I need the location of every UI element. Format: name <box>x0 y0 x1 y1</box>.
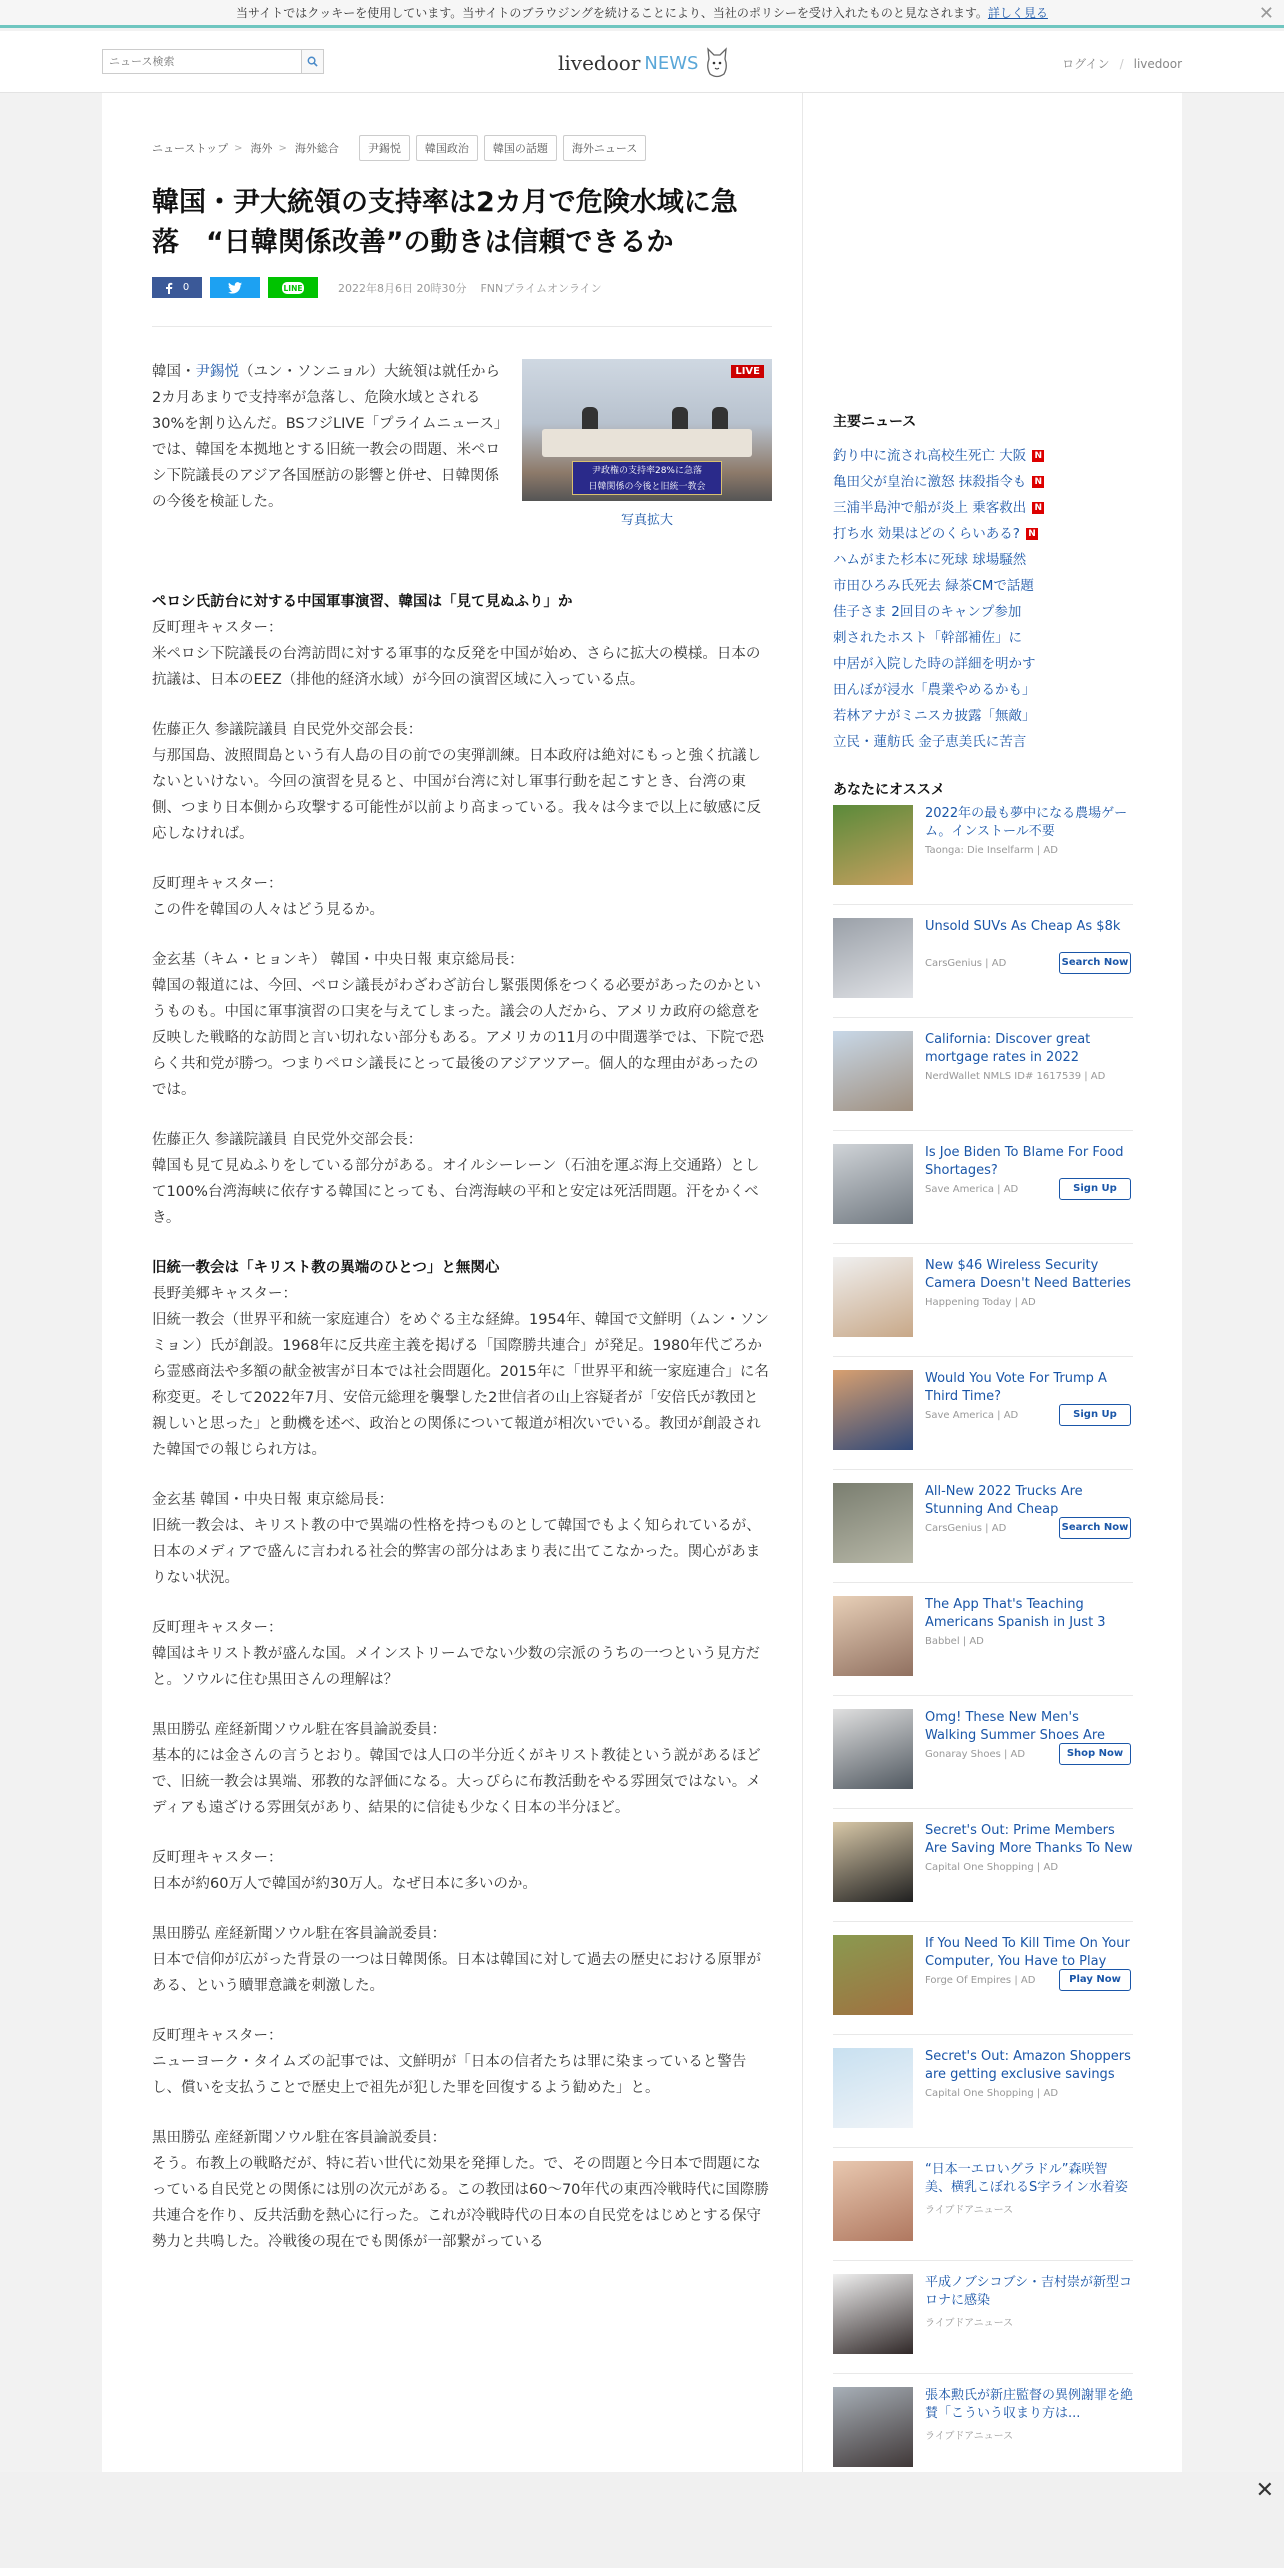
recommend-thumbnail[interactable] <box>833 1370 913 1450</box>
recommend-thumbnail[interactable] <box>833 2048 913 2128</box>
cookie-banner <box>0 0 1284 28</box>
topic-tag[interactable]: 尹錫悦 <box>359 135 410 161</box>
site-header <box>0 31 1284 93</box>
news-item[interactable] <box>833 521 1163 547</box>
recommend-source: Happening Today | AD <box>925 1297 1036 1308</box>
news-item[interactable] <box>833 651 1163 677</box>
cookie-close-icon[interactable]: ✕ <box>1258 3 1274 24</box>
login-link[interactable]: ログイン <box>1062 57 1110 71</box>
recommend-title[interactable]: 2022年の最も夢中になる農場ゲーム。インストール不要 <box>925 806 1128 839</box>
recommend-title[interactable]: Would You Vote For Trump A Third Time? <box>925 1371 1107 1404</box>
speaker-label: 長野美郷キャスター： <box>152 1286 297 1302</box>
photo-caption-overlay <box>572 461 722 495</box>
recommend-cta-button[interactable]: Search Now <box>1059 1517 1131 1539</box>
bottom-ad-banner <box>0 2472 1284 2568</box>
breadcrumb-item[interactable]: ニューストップ <box>152 142 229 155</box>
cookie-text: 当サイトではクッキーを使用しています。当サイトのブラウジングを続けることにより、当社のポリシーを受け入れたものと見なされます。 <box>236 6 988 20</box>
news-item-title: 刺されたホスト「幹部補佐」に <box>833 630 1022 646</box>
breadcrumb-item[interactable]: 海外総合 <box>294 142 339 155</box>
recommend-source: ライブドアニュース <box>925 2205 1014 2216</box>
search-button[interactable] <box>301 50 323 73</box>
recommend-item[interactable] <box>833 2048 1133 2148</box>
recommend-item[interactable] <box>833 1596 1133 1696</box>
facebook-icon <box>165 282 173 294</box>
logo-text: livedoor <box>558 51 641 75</box>
photo-caption-line: 日韓関係の今後と旧統一教会 <box>588 482 706 492</box>
article-paragraph <box>152 1717 772 1821</box>
speaker-label: 反町理キャスター： <box>152 1850 283 1866</box>
main-news-list <box>833 443 1163 755</box>
recommend-source: ライブドアニュース <box>925 2318 1014 2329</box>
article-body <box>152 589 772 2279</box>
news-item[interactable] <box>833 599 1163 625</box>
article-photo[interactable] <box>522 359 772 501</box>
recommend-source: ライブドアニュース <box>925 2431 1014 2442</box>
recommend-source: Forge Of Empires | AD <box>925 1975 1036 1986</box>
recommend-item[interactable] <box>833 1709 1133 1809</box>
live-badge: LIVE <box>731 365 764 378</box>
news-item-title: 佳子さま 2回目のキャンプ参加 <box>833 604 1022 620</box>
speaker-label: 佐藤正久 参議院議員 自民党外交部会長： <box>152 722 423 738</box>
share-bar <box>152 277 616 298</box>
news-item[interactable] <box>833 729 1163 755</box>
new-badge-icon: N <box>1032 502 1044 514</box>
news-item[interactable] <box>833 625 1163 651</box>
section-heading: 旧統一教会は「キリスト教の異端のひとつ」と無関心 <box>152 1260 500 1276</box>
recommend-thumbnail[interactable] <box>833 1596 913 1676</box>
article-date: 2022年8月6日 20時30分 <box>338 281 467 295</box>
new-badge-icon: N <box>1032 450 1044 462</box>
article-paragraph <box>152 1127 772 1231</box>
news-item[interactable] <box>833 703 1163 729</box>
recommend-thumbnail[interactable] <box>833 1935 913 2015</box>
logo-news: NEWS <box>644 52 699 74</box>
recommend-item[interactable] <box>833 805 1133 905</box>
recommend-source: Gonaray Shoes | AD <box>925 1749 1026 1760</box>
search-box <box>102 49 324 74</box>
cat-mascot-icon <box>704 47 730 79</box>
header-nav: ログイン / livedoor <box>1062 57 1182 71</box>
section-heading: ペロシ氏訪台に対する中国軍事演習、韓国は「見て見ぬふり」か <box>152 594 573 610</box>
recommend-thumbnail[interactable] <box>833 805 913 885</box>
recommend-thumbnail[interactable] <box>833 1709 913 1789</box>
paragraph-text: そう。布教上の戦略だが、特に若い世代に効果を発揮した。で、その問題と今日本で問題になっている自民党との関係には別の次元がある。この教団は60～70年代の東西冷戦時代に国際勝共連合を作り、反共活動を熱心に行った。これが冷戦時代の日本の自民党をはじめとする保守勢力と共鳴した。冷戦後の現在でも関係が一部繋がっている <box>152 2156 769 2250</box>
recommend-title[interactable]: If You Need To Kill Time On Your Computer, You Have to Play <box>925 1936 1130 1969</box>
cookie-more-link[interactable]: 詳しく見る <box>987 6 1048 20</box>
article-paragraph <box>152 1487 772 1591</box>
speaker-label: 反町理キャスター： <box>152 1620 283 1636</box>
speaker-label: 反町理キャスター： <box>152 876 283 892</box>
recommend-item[interactable] <box>833 1031 1133 1131</box>
article-paragraph <box>152 717 772 847</box>
new-badge-icon: N <box>1026 528 1038 540</box>
article-meta <box>338 280 616 296</box>
article-paragraph <box>152 871 772 923</box>
paragraph-text: この件を韓国の人々はどう見るか。 <box>152 902 384 918</box>
sidebar <box>802 93 1182 2568</box>
breadcrumb: ニューストップ > 海外 > 海外総合 尹錫悦 韓国政治 韓国の話題 海外ニュース <box>152 135 646 161</box>
recommend-source: Capital One Shopping | AD <box>925 2088 1059 2099</box>
recommend-cta-button[interactable]: Play Now <box>1059 1969 1131 1991</box>
recommend-thumbnail[interactable] <box>833 2161 913 2241</box>
news-item-title: 三浦半島沖で船が炎上 乗客救出 <box>833 500 1027 516</box>
paragraph-text: 与那国島、波照間島という有人島の目の前での実弾訓練。日本政府は絶対にもっと強く抗議しないといけない。今回の演習を見ると、中国が台湾に対し軍事行動を起こすとき、台湾の東側、つまり日本側から攻撃する可能性が以前より高まっている。我々は今まで以上に敏感に反応しなければ。 <box>152 748 761 842</box>
twitter-share-button[interactable] <box>210 277 260 298</box>
news-item[interactable] <box>833 573 1163 599</box>
recommend-source: Taonga: Die Inselfarm | AD <box>925 845 1058 856</box>
recommend-cta-button[interactable]: Sign Up <box>1059 1178 1131 1200</box>
recommend-source: CarsGenius | AD <box>925 958 1007 969</box>
line-icon <box>282 282 304 294</box>
recommend-source: Save America | AD <box>925 1410 1019 1421</box>
recommend-item[interactable] <box>833 918 1133 1018</box>
recommend-item[interactable] <box>833 1483 1133 1583</box>
recommend-cta-button[interactable]: Shop Now <box>1059 1743 1131 1765</box>
article-paragraph <box>152 1255 772 1463</box>
article-source[interactable]: FNNプライムオンライン <box>480 281 602 295</box>
recommend-title[interactable]: Unsold SUVs As Cheap As $8k <box>925 919 1121 934</box>
recommend-title[interactable]: Secret's Out: Amazon Shoppers are getting exclusive savings <box>925 2049 1131 2082</box>
news-item[interactable] <box>833 547 1163 573</box>
paragraph-text: 韓国の報道には、今回、ペロシ議長がわざわざ訪台し緊張関係をつくる必要があったのかというものも。中国に軍事演習の口実を与えてしまった。議会の人だから、アメリカ政府の総意を反映した戦略的な訪問と言い切れない部分もある。アメリカの11月の中間選挙では、下院で恐らく共和党が勝つ。つまりペロシ議長にとって最後のアジアツアー。個人的な理由があったのでは。 <box>152 978 764 1098</box>
facebook-share-button[interactable] <box>152 277 202 298</box>
paragraph-text: 日本で信仰が広がった背景の一つは日韓関係。日本は韓国に対して過去の歴史における原罪がある、という贖罪意識を刺激した。 <box>152 1952 761 1994</box>
news-item-title: 市田ひろみ氏死去 緑茶CMで話題 <box>833 578 1034 594</box>
recommend-source: Capital One Shopping | AD <box>925 1862 1059 1873</box>
recommend-source: NerdWallet NMLS ID# 1617539 | AD <box>925 1071 1106 1082</box>
news-item[interactable] <box>833 677 1163 703</box>
recommend-thumbnail[interactable] <box>833 2387 913 2467</box>
recommend-thumbnail[interactable] <box>833 1257 913 1337</box>
recommend-heading: あなたにオススメ <box>833 782 945 798</box>
news-item-title: 田んぼが浸水「農業やめるかも」 <box>833 682 1036 698</box>
recommend-cta-button[interactable]: Search Now <box>1059 952 1131 974</box>
topic-tag[interactable]: 海外ニュース <box>563 135 646 161</box>
news-item-title: 中居が入院した時の詳細を明かす <box>833 656 1036 672</box>
recommend-title[interactable]: “日本一エロいグラドル”森咲智美、横乳こぼれるS字ライン水着姿 <box>925 2162 1128 2195</box>
recommend-source: Save America | AD <box>925 1184 1019 1195</box>
news-item[interactable] <box>833 443 1163 469</box>
recommend-title[interactable]: New $46 Wireless Security Camera Doesn't Need Batteries <box>925 1258 1131 1291</box>
paragraph-text: 旧統一教会（世界平和統一家庭連合）をめぐる主な経緯。1954年、韓国で文鮮明（ムン・ソンミョン）氏が創設。1968年に反共産主義を掲げる「国際勝共連合」が発足。1980年代ごろから霊感商法や多額の献金被害が日本では社会問題化。2015年に「世界平和統一家庭連合」に名称変更。そして2022年7月、安倍元総理を襲撃した2世信者の山上容疑者が「安倍氏が教団と親しいと思った」と動機を述べ、政治との関係について報道が相次いでいる。教団が創設された韓国での報じられ方は。 <box>152 1312 769 1458</box>
site-logo[interactable] <box>558 48 730 78</box>
article-column <box>102 93 802 2568</box>
new-badge-icon: N <box>1032 476 1044 488</box>
recommend-item[interactable] <box>833 1370 1133 1470</box>
recommend-cta-button[interactable]: Sign Up <box>1059 1404 1131 1426</box>
recommend-title[interactable]: 張本勲氏が新庄監督の異例謝罪を絶賛「こういう収まり方は... <box>925 2388 1133 2421</box>
recommend-source: Babbel | AD <box>925 1636 984 1647</box>
recommend-title[interactable]: The App That's Teaching Americans Spanish in Just 3 <box>925 1597 1106 1630</box>
recommend-thumbnail[interactable] <box>833 918 913 998</box>
recommend-item[interactable] <box>833 1935 1133 2035</box>
recommend-title[interactable]: Is Joe Biden To Blame For Food Shortages? <box>925 1145 1124 1178</box>
article-paragraph <box>152 1845 772 1897</box>
breadcrumb-item[interactable]: 海外 <box>250 142 273 155</box>
topic-tag[interactable]: 韓国の話題 <box>484 135 557 161</box>
article-title: 韓国・尹大統領の支持率は2カ月で危険水域に急落 “日韓関係改善”の動きは信頼できるか <box>152 187 738 258</box>
news-item-title: 若林アナがミニスカ披露「無敵」 <box>833 708 1036 724</box>
topic-tag[interactable]: 韓国政治 <box>416 135 478 161</box>
news-item[interactable] <box>833 469 1163 495</box>
article-paragraph <box>152 947 772 1103</box>
recommend-item[interactable] <box>833 2274 1133 2374</box>
recommend-item[interactable] <box>833 2161 1133 2261</box>
news-item-title: 亀田父が皇治に激怒 抹殺指令も <box>833 474 1027 490</box>
speaker-label: 黒田勝弘 産経新聞ソウル駐在客員論説委員： <box>152 2130 447 2146</box>
speaker-label: 黒田勝弘 産経新聞ソウル駐在客員論説委員： <box>152 1926 447 1942</box>
speaker-label: 反町理キャスター： <box>152 620 283 636</box>
recommend-title[interactable]: 平成ノブシコブシ・吉村崇が新型コロナに感染 <box>925 2275 1132 2308</box>
news-item-title: ハムがまた杉本に死球 球場騒然 <box>833 552 1027 568</box>
speaker-label: 黒田勝弘 産経新聞ソウル駐在客員論説委員： <box>152 1722 447 1738</box>
paragraph-text: ニューヨーク・タイムズの記事では、文鮮明が「日本の信者たちは罪に染まっていると警告し、償いを支払うことで歴史上で祖先が犯した罪を回復するよう勧めた」と。 <box>152 2054 747 2096</box>
paragraph-text: 旧統一教会は、キリスト教の中で異端の性格を持つものとして韓国でもよく知られているが、日本のメディアで盛んに言われる社会的弊害の部分はあまり表に出てこなかった。関心があまりない状況。 <box>152 1518 761 1586</box>
recommend-title[interactable]: Omg! These New Men's Walking Summer Shoes Are <box>925 1710 1105 1743</box>
paragraph-text: 米ペロシ下院議長の台湾訪問に対する軍事的な反発を中国が始め、さらに拡大の模様。日本の抗議は、日本のEEZ（排他的経済水域）が今回の演習区域に入っている点。 <box>152 646 761 688</box>
intro-text: 韓国・ <box>152 364 196 380</box>
recommend-thumbnail[interactable] <box>833 1144 913 1224</box>
person-link[interactable]: 尹錫悦 <box>195 364 239 380</box>
paragraph-text: 基本的には金さんの言うとおり。韓国では人口の半分近くがキリスト教徒という説があるほどで、旧統一教会は異端、邪教的な評価になる。大っぴらに布教活動をやる雰囲気ではない。メディアも遠ざける雰囲気があり、結果的に信徒も少なく日本の半分ほど。 <box>152 1748 761 1816</box>
twitter-icon <box>228 282 242 294</box>
line-share-button[interactable] <box>268 277 318 298</box>
speaker-label: 金玄基（キム・ヒョンキ） 韓国・中央日報 東京総局長： <box>152 952 524 968</box>
news-item-title: 打ち水 効果はどのくらいある? <box>833 526 1020 542</box>
article-paragraph <box>152 2125 772 2255</box>
news-item[interactable] <box>833 495 1163 521</box>
ad-close-icon[interactable]: ✕ <box>1255 2478 1274 2503</box>
recommend-item[interactable] <box>833 1822 1133 1922</box>
recommend-title[interactable]: Secret's Out: Prime Members Are Saving More Thanks To New <box>925 1823 1133 1856</box>
article-paragraph <box>152 2023 772 2101</box>
news-item-title: 立民・蓮舫氏 金子恵美氏に苦言 <box>833 734 1027 750</box>
recommend-thumbnail[interactable] <box>833 1822 913 1902</box>
news-item-title: 釣り中に流され高校生死亡 大阪 <box>833 448 1027 464</box>
article-intro <box>152 359 504 515</box>
livedoor-link[interactable]: livedoor <box>1133 57 1182 71</box>
main-news-heading: 主要ニュース <box>833 414 917 430</box>
divider <box>152 326 772 327</box>
recommend-item[interactable] <box>833 1144 1133 1244</box>
recommend-title[interactable]: All-New 2022 Trucks Are Stunning And Cheap <box>925 1484 1083 1517</box>
recommend-title[interactable]: California: Discover great mortgage rates in 2022 <box>925 1032 1091 1065</box>
recommend-source: CarsGenius | AD <box>925 1523 1007 1534</box>
speaker-label: 反町理キャスター： <box>152 2028 283 2044</box>
paragraph-text: 日本が約60万人で韓国が約30万人。なぜ日本に多いのか。 <box>152 1876 537 1892</box>
svg-text:LINE: LINE <box>283 283 303 293</box>
recommend-thumbnail[interactable] <box>833 1483 913 1563</box>
search-input[interactable] <box>103 50 299 73</box>
article-paragraph <box>152 589 772 693</box>
speaker-label: 佐藤正久 参議院議員 自民党外交部会長： <box>152 1132 423 1148</box>
facebook-count: 0 <box>182 282 190 293</box>
paragraph-text: 韓国はキリスト教が盛んな国。メインストリームでない少数の宗派のうちの一つという見方だと。ソウルに住む黒田さんの理解は？ <box>152 1646 760 1688</box>
intro-text: （ユン・ソンニョル）大統領は就任から2カ月あまりで支持率が急落し、危険水域とされる30%を割り込んだ。BSフジLIVE「プライムニュース」では、韓国を本拠地とする旧統一教会の問題、米ペロシ下院議長のアジア各国歴訪の影響と併せ、日韓関係の今後を検証した。 <box>152 364 502 510</box>
recommend-thumbnail[interactable] <box>833 2274 913 2354</box>
article-paragraph <box>152 1921 772 1999</box>
article-paragraph <box>152 1615 772 1693</box>
speaker-label: 金玄基 韓国・中央日報 東京総局長： <box>152 1492 394 1508</box>
recommend-item[interactable] <box>833 1257 1133 1357</box>
paragraph-text: 韓国も見て見ぬふりをしている部分がある。オイルシーレーン（石油を運ぶ海上交通路）として100%台湾海峡に依存する韓国にとっても、台湾海峡の平和と安定は死活問題。汗をかくべき。 <box>152 1158 760 1226</box>
search-icon <box>307 56 318 67</box>
photo-enlarge-link[interactable]: 写真拡大 <box>620 513 673 528</box>
recommend-thumbnail[interactable] <box>833 1031 913 1111</box>
photo-caption-line: 尹政権の支持率28%に急落 <box>591 466 702 476</box>
